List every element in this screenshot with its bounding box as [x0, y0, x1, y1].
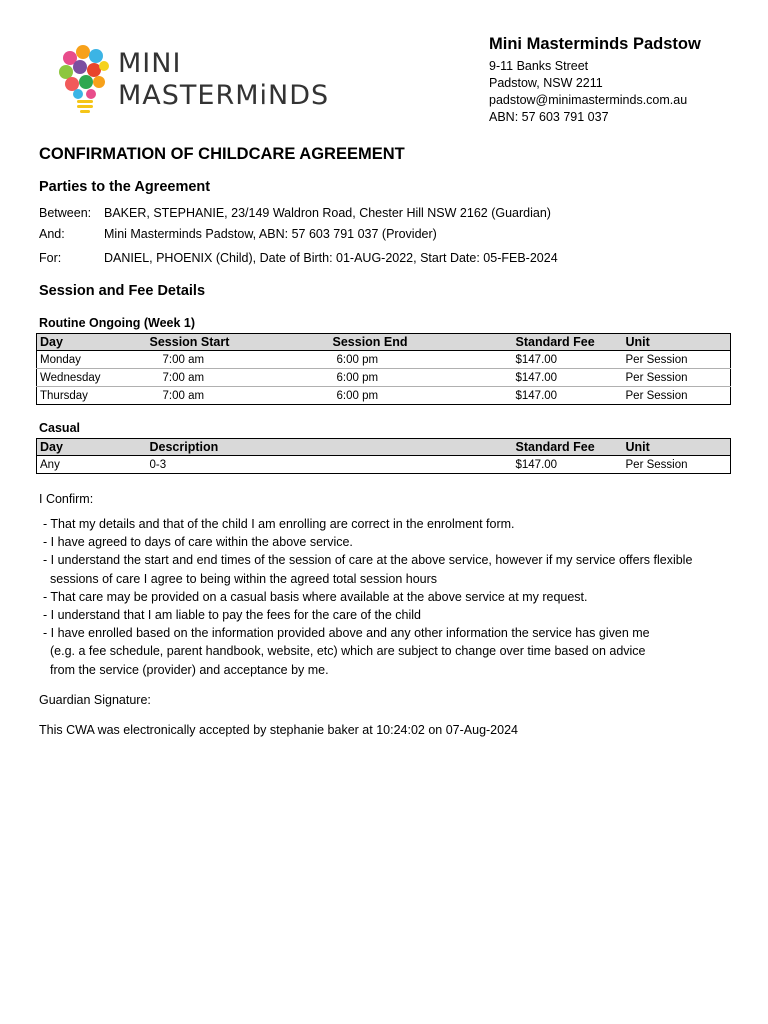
casual-table-caption: Casual: [39, 421, 80, 435]
table-header-row: [37, 439, 731, 456]
confirm-line: (e.g. a fee schedule, parent handbook, website, etc) which are subject to change over time based on advice: [50, 644, 646, 659]
cell-day: Any: [37, 456, 147, 474]
lightbulb-hands-icon: [56, 42, 114, 120]
table-row: [37, 369, 731, 387]
parties-heading: Parties to the Agreement: [39, 179, 211, 195]
cell-fee: $147.00: [513, 351, 623, 369]
provider-name: Mini Masterminds Padstow: [489, 35, 701, 53]
provider-abn: ABN: 57 603 791 037: [489, 110, 609, 124]
cell-session-end: 6:00 pm: [330, 369, 513, 387]
column-header: Description: [147, 439, 330, 456]
party-value: BAKER, STEPHANIE, 23/149 Waldron Road, Chester Hill NSW 2162 (Guardian): [104, 206, 551, 220]
provider-details: [489, 34, 749, 126]
provider-street: 9-11 Banks Street: [489, 59, 589, 73]
column-header: [330, 439, 513, 456]
confirm-heading: I Confirm:: [39, 492, 94, 506]
cell-unit: Per Session: [623, 351, 731, 369]
column-header: Day: [37, 439, 147, 456]
table-row: [37, 387, 731, 405]
cell-day: Thursday: [37, 387, 147, 405]
cell-session-end: 6:00 pm: [330, 387, 513, 405]
party-label: And:: [39, 227, 65, 241]
confirm-line: - I have agreed to days of care within the above service.: [43, 535, 353, 550]
cell-session-start: 7:00 am: [147, 387, 330, 405]
brand-wordmark-bottom: MASTERMiNDS: [118, 80, 330, 111]
cell-day: Monday: [37, 351, 147, 369]
confirm-line: - I understand that I am liable to pay the fees for the care of the child: [43, 608, 421, 623]
cell-session-end: 6:00 pm: [330, 351, 513, 369]
cell-session-start: 7:00 am: [147, 369, 330, 387]
brand-wordmark-top: MINI: [118, 48, 182, 79]
column-header: Day: [37, 334, 147, 351]
cell-session-start: 7:00 am: [147, 351, 330, 369]
confirm-line: from the service (provider) and acceptance by me.: [50, 662, 329, 677]
electronic-acceptance-note: This CWA was electronically accepted by stephanie baker at 10:24:02 on 07-Aug-2024: [39, 723, 518, 737]
table-row: [37, 456, 731, 474]
cell-day: Wednesday: [37, 369, 147, 387]
cell-empty: [330, 456, 513, 474]
document-title: CONFIRMATION OF CHILDCARE AGREEMENT: [39, 145, 405, 163]
cell-unit: Per Session: [623, 456, 731, 474]
table-row: [37, 351, 731, 369]
guardian-signature-label: Guardian Signature:: [39, 693, 151, 707]
party-label: For:: [39, 251, 62, 265]
mini-masterminds-logo: [56, 42, 330, 122]
provider-email[interactable]: padstow@minimasterminds.com.au: [489, 93, 688, 107]
session-fee-heading: Session and Fee Details: [39, 283, 206, 299]
casual-session-table: [36, 438, 731, 474]
confirm-line: - I have enrolled based on the information provided above and any other information the service has given me: [43, 626, 650, 641]
column-header: Unit: [623, 334, 731, 351]
column-header: Session Start: [147, 334, 330, 351]
cell-fee: $147.00: [513, 369, 623, 387]
confirm-line: sessions of care I agree to being within the agreed total session hours: [50, 571, 438, 586]
confirm-line: - That my details and that of the child I am enrolling are correct in the enrolment form.: [43, 517, 515, 531]
cell-fee: $147.00: [513, 456, 623, 474]
party-label: Between:: [39, 206, 92, 220]
party-value: Mini Masterminds Padstow, ABN: 57 603 791 037 (Provider): [104, 227, 437, 241]
confirmation-list: [43, 515, 692, 679]
column-header: Unit: [623, 439, 731, 456]
party-value: DANIEL, PHOENIX (Child), Date of Birth: 01-AUG-2022, Start Date: 05-FEB-2024: [104, 251, 558, 265]
column-header: Standard Fee: [513, 334, 623, 351]
cell-description: 0-3: [147, 456, 330, 474]
confirm-line: - That care may be provided on a casual basis where available at the above service at my request.: [43, 589, 588, 604]
routine-table-caption: Routine Ongoing (Week 1): [39, 316, 196, 330]
column-header: Standard Fee: [513, 439, 623, 456]
cell-fee: $147.00: [513, 387, 623, 405]
column-header: Session End: [330, 334, 513, 351]
table-header-row: [37, 334, 731, 351]
cell-unit: Per Session: [623, 369, 731, 387]
confirm-line: - I understand the start and end times of the session of care at the above service, however if my service offers flexible: [43, 553, 693, 568]
cell-unit: Per Session: [623, 387, 731, 405]
provider-suburb: Padstow, NSW 2211: [489, 76, 603, 90]
routine-session-table: [36, 333, 731, 405]
